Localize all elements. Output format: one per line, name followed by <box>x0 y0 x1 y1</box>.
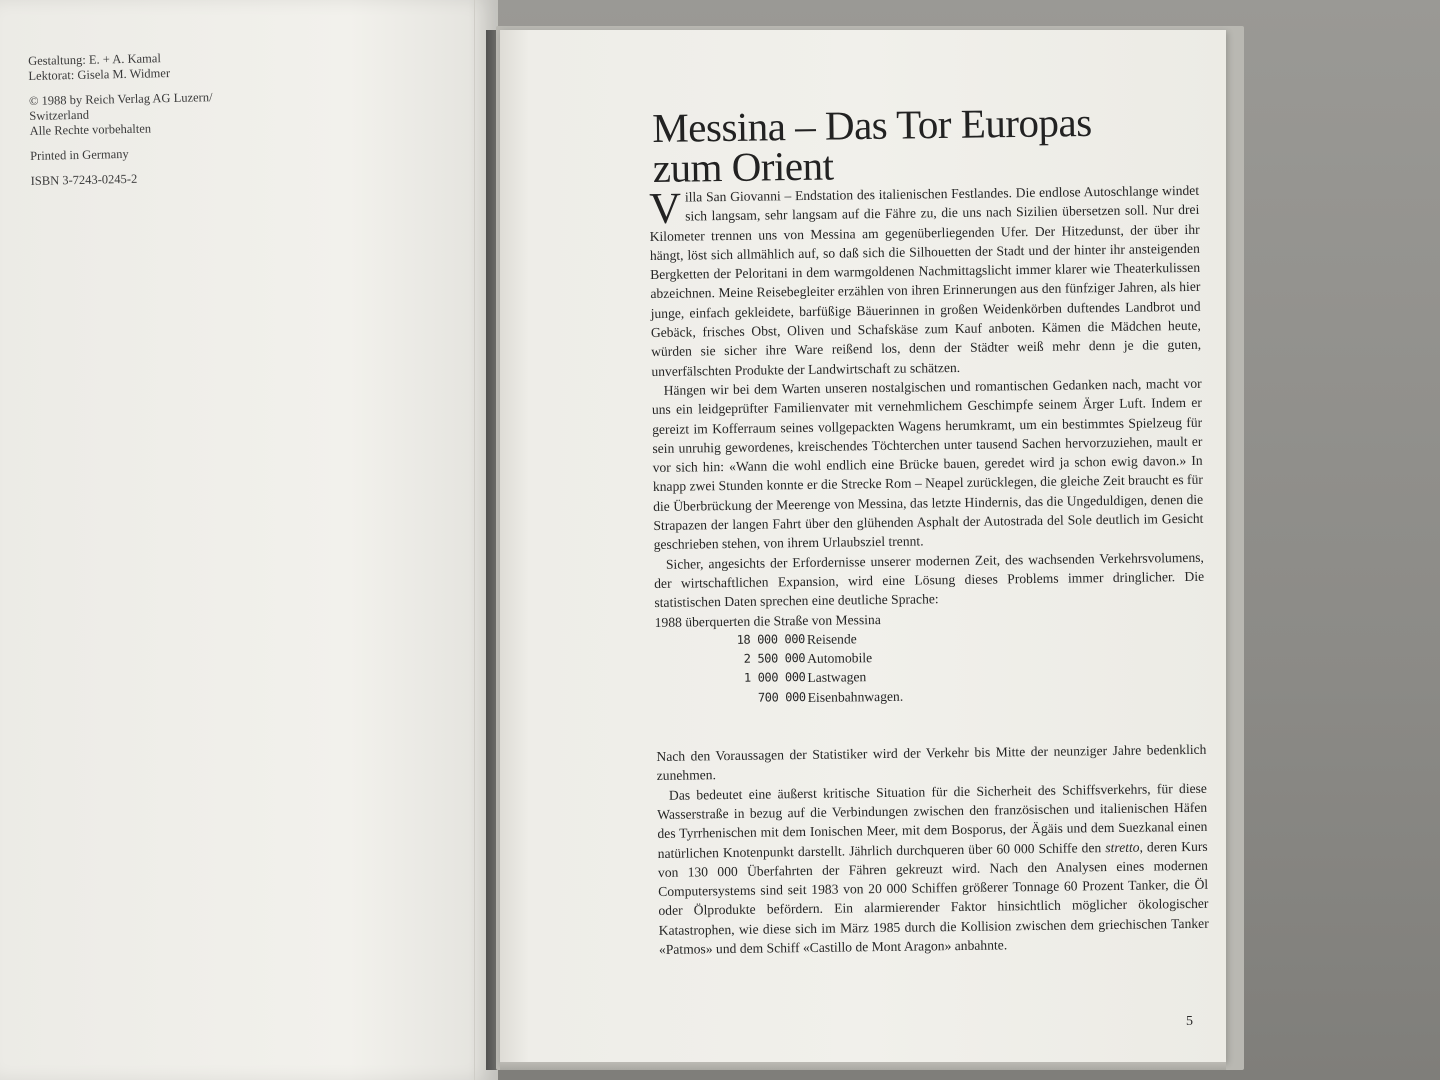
paragraph-text: Das bedeutet eine äußerst kritische Situation für die Sicherheit des Schiffsverkehrs, für diese Wasserstraße in bezug auf die Verbindungen zwischen den französischen und italienischen Häfen des Tyrrhenischen mit dem Ionischen Meer, mit dem Bosporus, der Ägäis und dem Suezkanal einen natürlichen Knotenpunkt darstellt. Jährlich durchqueren über 60 000 Schiffe den <box>657 780 1208 861</box>
imprint-line: Lektorat: Gisela M. Widmer <box>28 66 171 83</box>
imprint-block <box>28 49 251 189</box>
imprint-line: © 1988 by Reich Verlag AG Luzern/ <box>28 90 213 108</box>
chapter-title <box>651 98 1133 191</box>
stat-number: 1 000 000 <box>743 670 806 686</box>
paragraph <box>657 778 1209 959</box>
body-text <box>649 181 1209 959</box>
stat-number: 2 500 000 <box>743 651 806 666</box>
imprint-line: Printed in Germany <box>29 146 129 163</box>
paragraph: Hängen wir bei dem Warten unseren nostalgischen und romantischen Gedanken nach, macht vor uns ein leidgeprüfter Familienvater mit vernehmlichem Geschimpfe seinem Ärger Luft. Indem er gereizt im Kofferraum seines vollgepackten Wagens herumkramt, um ein bestimmtes Spielzeug für sein unruhig gewordenes, kreischendes Töchterchen unter tausend Sachen hervorzuziehen, mault er vor sich hin: «Wann die wohl endlich eine Brücke bauen, geredet wird ja schon ewig davon.» In knapp zwei Stunden konnte er die Strecke Rom – Neapel zurücklegen, die gleiche Zeit braucht es für die Überbrückung der Meerenge von Messina, das letzte Hindernis, das die Ungeduldigen, denen die Strapazen der langen Fahrt über den glühenden Asphalt der Autostrada del Sole deutlich im Gesicht geschrieben stehen, von ihrem Urlaubsziel trennt. <box>651 375 1204 553</box>
italic-term: stretto <box>1105 839 1140 855</box>
traffic-statistics <box>655 625 1206 709</box>
paragraph-text: , deren Kurs von 130 000 Überfahrten der Fähren gekreuzt wird. Nach den Analysen eines modernen Computersystems sind seit 1983 von 20 000 Schiffen größerer Tonnage 60 Prozent Tanker, die Öl oder Ölprodukte befördern. Ein alarmierender Faktor hinsichtlich möglicher ökologischer Katastrophen, wie diese sich im März 1985 durch die Kollision zwischen dem griechischen Tanker «Patmos» und dem Schiff «Castillo de Mont Aragon» anbahnte. <box>657 838 1209 957</box>
page-number: 5 <box>1186 1014 1193 1029</box>
chapter-title-line-1: Messina – Das Tor Europas <box>651 98 1092 151</box>
stat-number: 18 000 000 <box>736 631 806 647</box>
imprint-line: Alle Rechte vorbehalten <box>29 121 152 138</box>
paragraph: Nach den Voraussagen der Statistiker wird der Verkehr bis Mitte der neunziger Jahre bedenklich zunehmen. <box>656 741 1207 784</box>
stat-label: Eisenbahnwagen. <box>807 688 904 705</box>
imprint-line: Switzerland <box>29 107 90 123</box>
drop-cap: V <box>648 183 682 233</box>
stat-label: Lastwagen <box>807 669 867 686</box>
stat-label: Reisende <box>806 631 857 647</box>
paragraph-text: illa San Giovanni – Endstation des italienischen Festlandes. Die endlose Autoschlange windet sich langsam, sehr langsam auf die Fähre zu, die uns nach Sizilien übersetzen soll. Nur drei Kilometer trennen uns von Messina am gegenüberliegenden Ufer. Der Hitzedunst, der über ihr hängt, löst sich allmählich auf, so daß sich die Silhouetten der Stadt und der hinter ihr ansteigenden Bergketten der Peloritani in dem warmgoldenen Nachmittagslicht immer klarer wie Theaterkulissen abzeichnen. Meine Reisebegleiter erzählen von ihren Erinnerungen aus den fünfziger Jahren, als hier junge, einfach gekleidete, barfüßige Bäuerinnen in großen Weidenkörben duftendes Landbrot und Gebäck, frisches Obst, Oliven und Schafskäse zum Kauf anboten. Kämen die Mädchen heute, würden sie sicher ihre Ware reißend los, denn der Städter weiß mehr denn je die guten, unverfälschten Produkte der Landwirtschaft zu schätzen. <box>649 182 1202 379</box>
imprint-line: Gestaltung: E. + A. Kamal <box>28 51 161 68</box>
chapter-title-line-2: zum Orient <box>652 142 834 191</box>
left-page <box>0 0 498 1080</box>
isbn-line: ISBN 3-7243-0245-2 <box>30 171 138 188</box>
stat-label: Automobile <box>807 650 873 667</box>
stats-intro: 1988 überquerten die Straße von Messina <box>654 611 881 630</box>
paragraph: Sicher, angesichts der Erfordernisse unserer modernen Zeit, des wachsenden Verkehrsvolumens, der wirtschaftlichen Expansion, wird eine Lösung dieses Problems immer dringlicher. Die statistischen Daten sprechen eine deutliche Sprache: <box>654 549 1205 611</box>
stat-number: 700 000 <box>757 689 806 705</box>
page-stack-edge <box>500 1062 1226 1070</box>
paragraph <box>649 181 1201 381</box>
